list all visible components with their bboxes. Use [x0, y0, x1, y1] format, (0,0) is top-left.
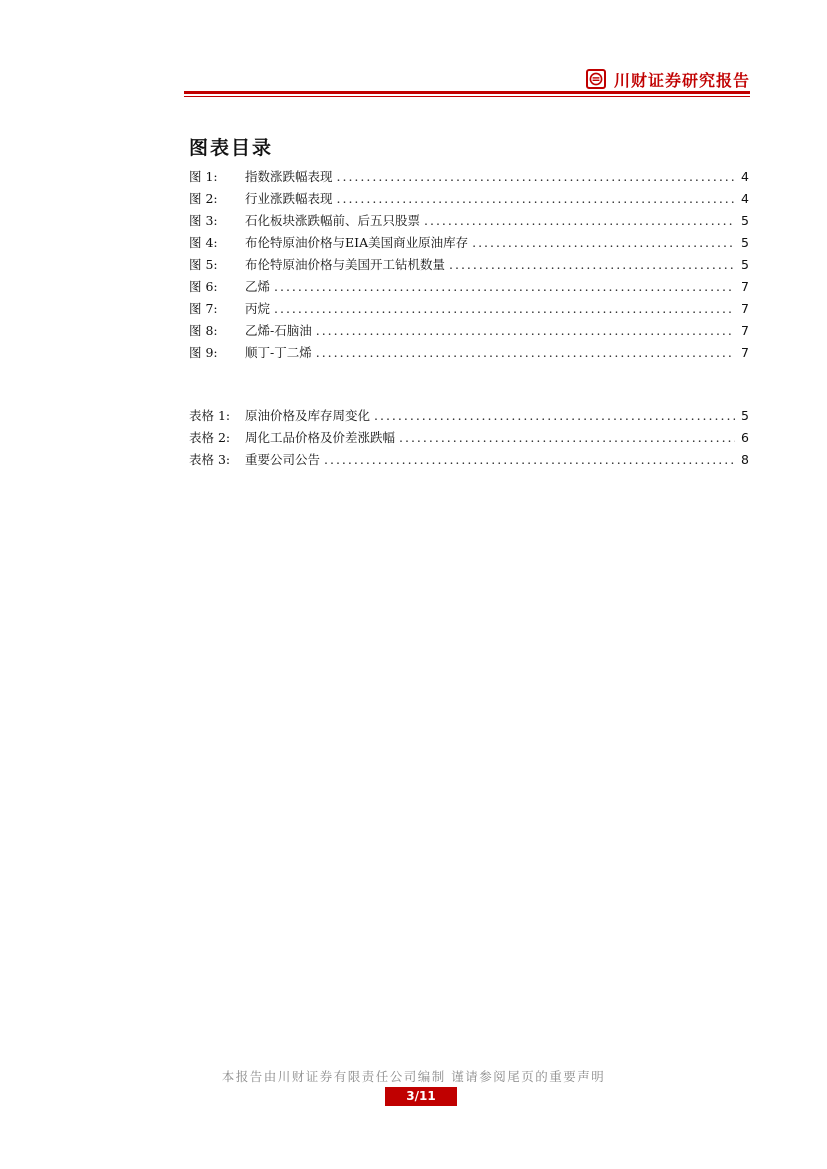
toc-leader-dots — [337, 169, 735, 184]
toc-entry-text: 周化工品价格及价差涨跌幅 — [245, 430, 396, 445]
toc-entry-figure-8[interactable] — [189, 319, 749, 341]
toc-entry-page: 4 — [741, 168, 749, 184]
toc-entry-text: 布伦特原油价格与美国开工钻机数量 — [245, 257, 446, 272]
toc-entry-label: 图 9: — [189, 345, 218, 360]
toc-entry-figure-3[interactable] — [189, 209, 749, 231]
toc-leader-dots — [316, 345, 735, 360]
toc-entry-page: 7 — [741, 344, 749, 360]
header-rule-thin — [184, 96, 750, 97]
toc-entry-page: 5 — [741, 256, 749, 272]
toc-entry-page: 7 — [741, 300, 749, 316]
chuancai-logo-icon — [586, 69, 606, 89]
toc-leader-dots — [316, 323, 735, 338]
toc-entry-page: 8 — [741, 451, 749, 467]
toc-leader-dots — [324, 452, 735, 467]
toc-entry-page: 6 — [741, 429, 749, 445]
toc-entry-label: 表格 3: — [189, 452, 231, 467]
toc-leader-dots — [374, 408, 735, 423]
toc-entry-figure-5[interactable] — [189, 253, 749, 275]
toc-entry-figure-6[interactable] — [189, 275, 749, 297]
toc-entry-figure-9[interactable] — [189, 341, 749, 363]
toc-leader-dots — [337, 191, 735, 206]
toc-entry-text: 布伦特原油价格与EIA美国商业原油库存 — [245, 235, 469, 250]
toc-entry-figure-1[interactable] — [189, 165, 749, 187]
report-header — [586, 68, 750, 90]
toc-entry-text: 顺丁-丁二烯 — [245, 345, 312, 360]
toc-entry-label: 表格 2: — [189, 430, 231, 445]
toc-entry-text: 指数涨跌幅表现 — [245, 169, 333, 184]
toc-entry-page: 5 — [741, 407, 749, 423]
toc-entry-label: 图 3: — [189, 213, 218, 228]
toc-entry-page: 7 — [741, 322, 749, 338]
figure-list — [189, 165, 749, 363]
page-number-badge: 3/11 — [385, 1087, 457, 1106]
toc-entry-table-1[interactable] — [189, 404, 749, 426]
toc-entry-table-3[interactable] — [189, 448, 749, 470]
toc-entry-figure-2[interactable] — [189, 187, 749, 209]
toc-entry-text: 丙烷 — [245, 301, 271, 316]
header-title: 川财证券研究报告 — [614, 70, 751, 90]
toc-entry-page: 5 — [741, 212, 749, 228]
toc-leader-dots — [472, 235, 735, 250]
toc-leader-dots — [274, 301, 735, 316]
toc-leader-dots — [274, 279, 735, 294]
toc-entry-text: 乙烯-石脑油 — [245, 323, 312, 338]
toc-entry-label: 图 2: — [189, 191, 218, 206]
toc-entry-text: 行业涨跌幅表现 — [245, 191, 333, 206]
toc-entry-figure-7[interactable] — [189, 297, 749, 319]
toc-entry-text: 重要公司公告 — [245, 452, 321, 467]
toc-entry-label: 图 5: — [189, 257, 218, 272]
toc-leader-dots — [449, 257, 735, 272]
toc-leader-dots — [399, 430, 735, 445]
table-list — [189, 404, 749, 470]
toc-entry-text: 原油价格及库存周变化 — [245, 408, 371, 423]
toc-entry-page: 5 — [741, 234, 749, 250]
toc-entry-page: 4 — [741, 190, 749, 206]
toc-entry-figure-4[interactable] — [189, 231, 749, 253]
toc-leader-dots — [424, 213, 735, 228]
toc-entry-text: 石化板块涨跌幅前、后五只股票 — [245, 213, 421, 228]
toc-entry-label: 图 4: — [189, 235, 218, 250]
toc-entry-table-2[interactable] — [189, 426, 749, 448]
toc-entry-page: 7 — [741, 278, 749, 294]
toc-entry-label: 表格 1: — [189, 408, 231, 423]
toc-entry-label: 图 1: — [189, 169, 218, 184]
toc-entry-label: 图 7: — [189, 301, 218, 316]
footer-disclaimer: 本报告由川财证券有限责任公司编制 谨请参阅尾页的重要声明 — [221, 1069, 606, 1084]
toc-entry-label: 图 6: — [189, 279, 218, 294]
toc-title: 图表目录 — [189, 137, 274, 159]
header-rule-thick — [184, 91, 750, 94]
toc-entry-label: 图 8: — [189, 323, 218, 338]
toc-entry-text: 乙烯 — [245, 279, 271, 294]
